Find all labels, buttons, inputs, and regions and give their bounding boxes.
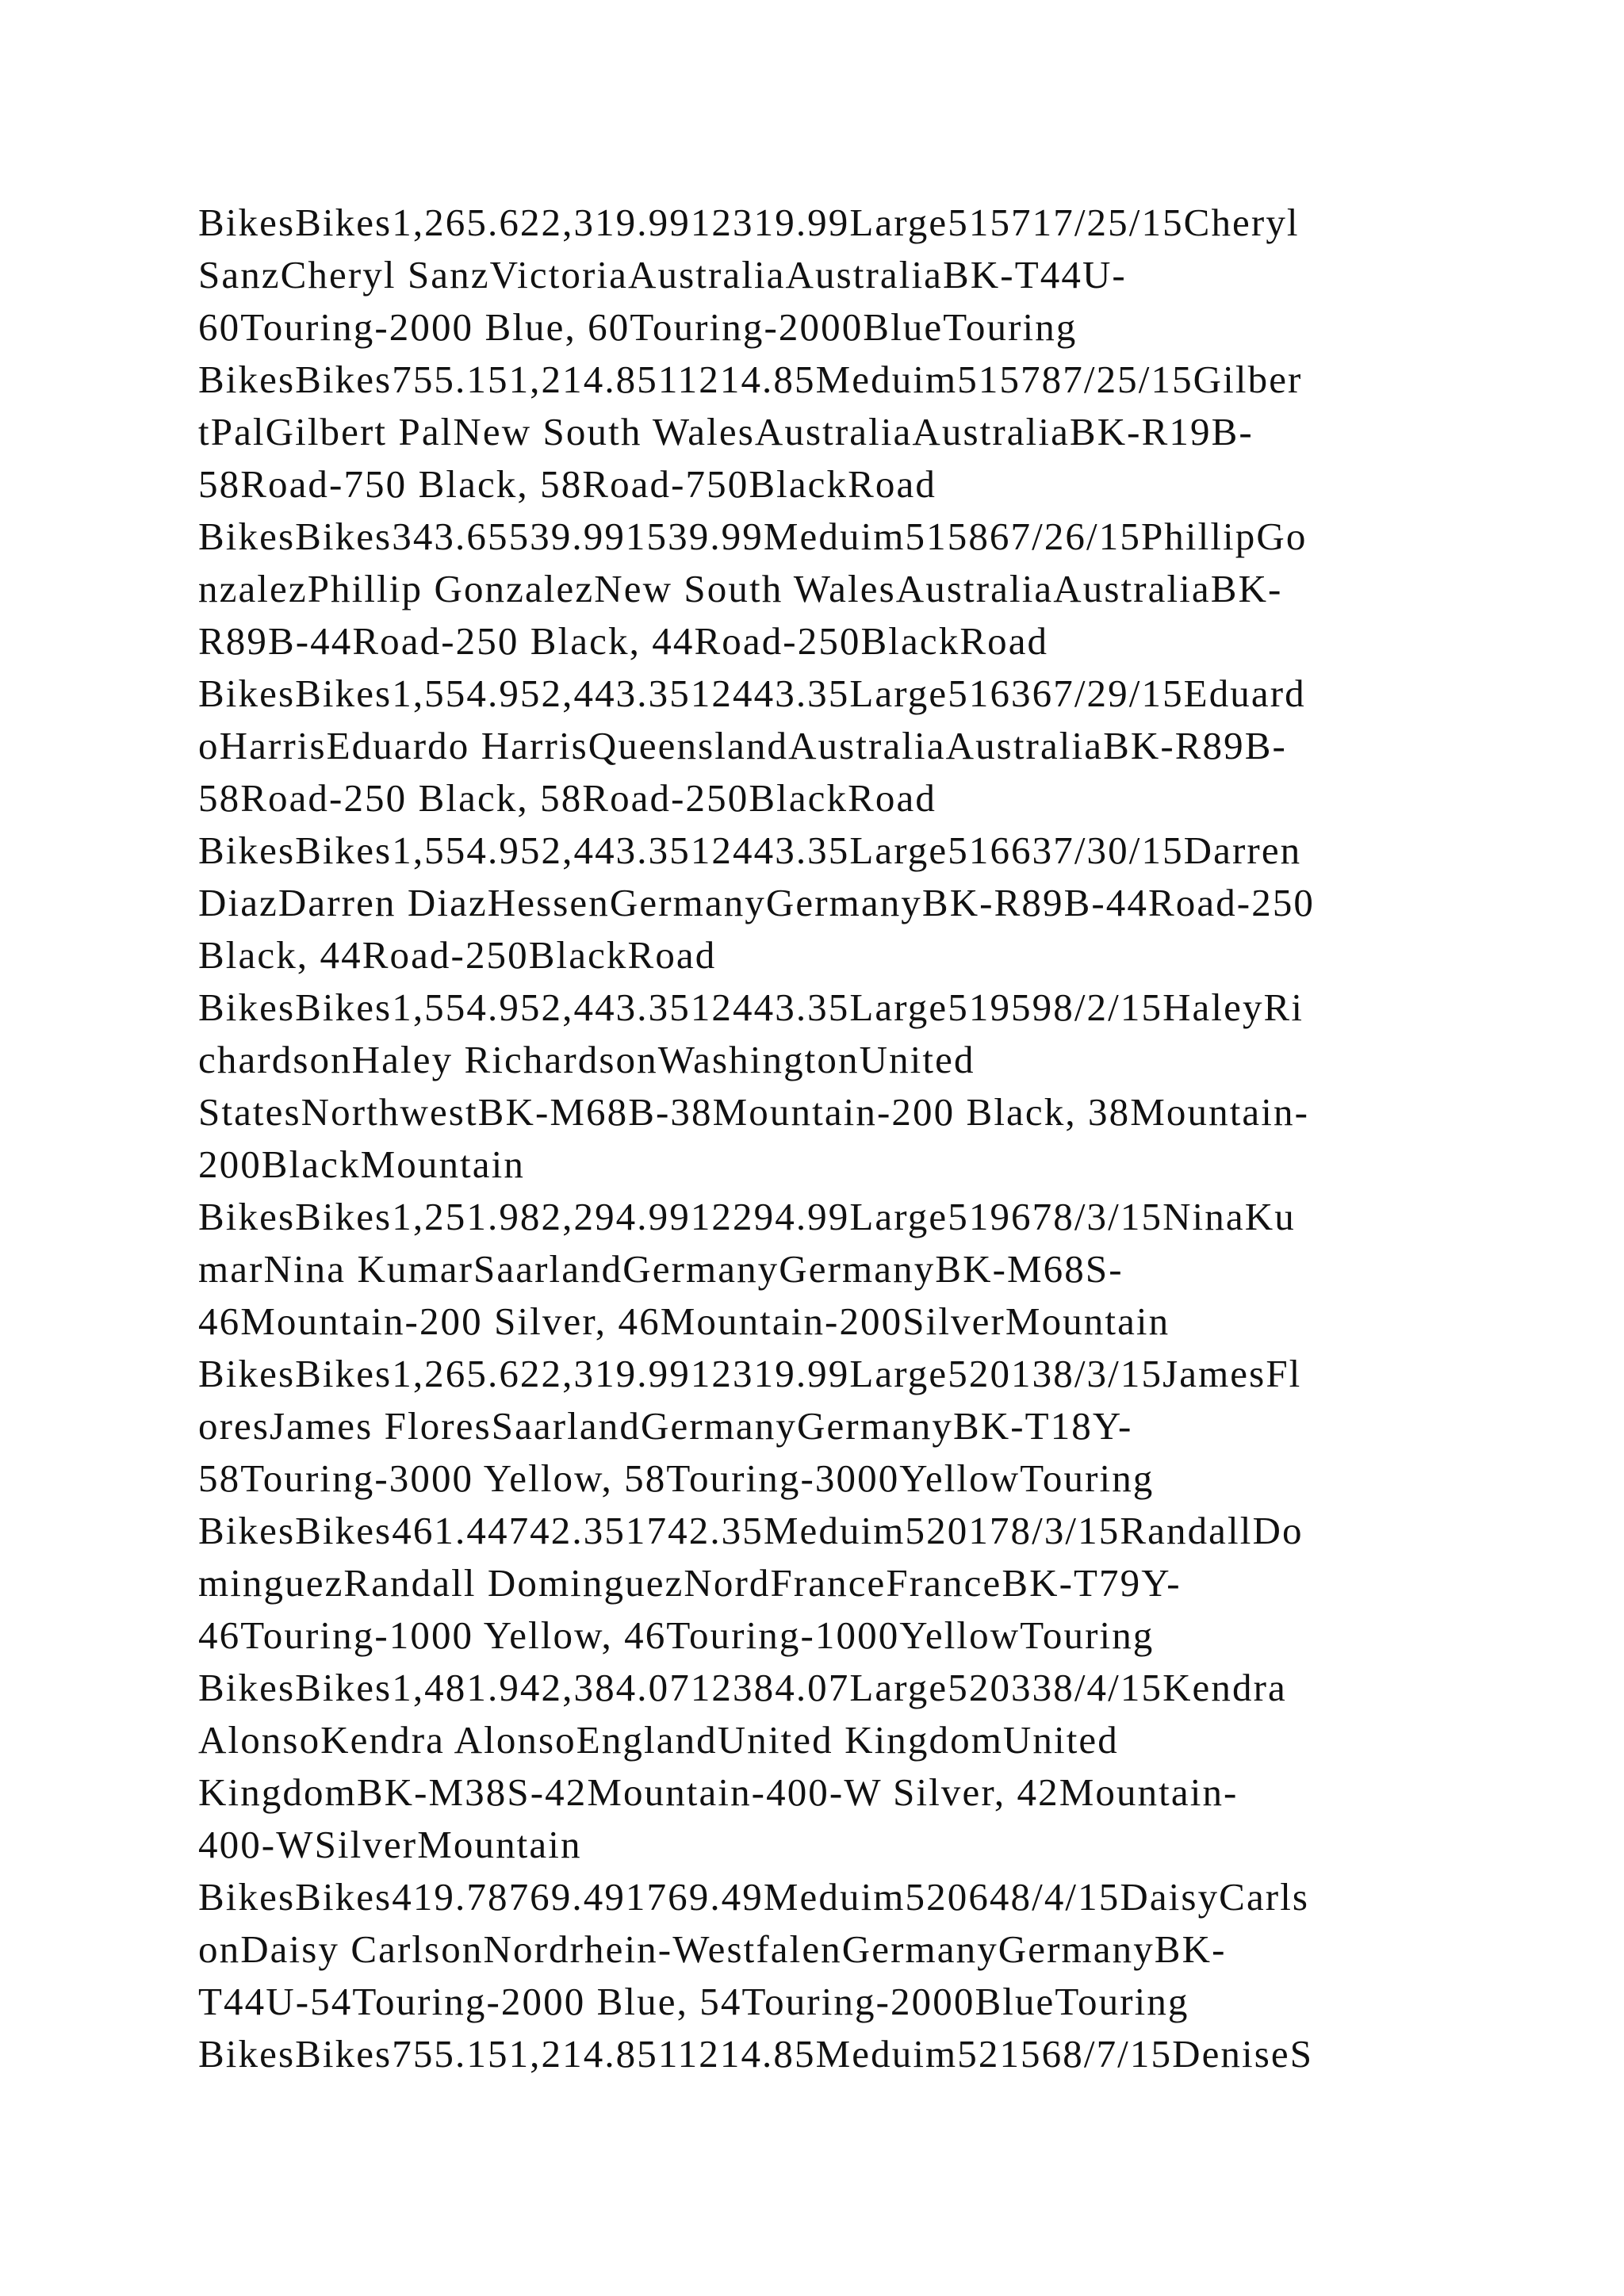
text-line: BikesBikes1,265.622,319.9912319.99Large520138/3/15JamesFl xyxy=(198,1352,1302,1395)
text-line: BikesBikes755.151,214.8511214.85Meduim521568/7/15DeniseS xyxy=(198,2032,1314,2076)
text-line: BikesBikes419.78769.491769.49Meduim520648/4/15DaisyCarls xyxy=(198,1875,1310,1919)
text-line: BikesBikes1,554.952,443.3512443.35Large516367/29/15Eduard xyxy=(198,672,1306,715)
text-line: BikesBikes1,265.622,319.9912319.99Large515717/25/15Cheryl xyxy=(198,201,1300,244)
text-line: StatesNorthwestBK-M68B-38Mountain-200 Black, 38Mountain- xyxy=(198,1090,1310,1134)
text-line: KingdomBK-M38S-42Mountain-400-W Silver, 42Mountain- xyxy=(198,1770,1239,1814)
text-line: R89B-44Road-250 Black, 44Road-250BlackRoad xyxy=(198,619,1049,663)
text-line: BikesBikes1,554.952,443.3512443.35Large516637/30/15Darren xyxy=(198,828,1302,872)
text-line: chardsonHaley RichardsonWashingtonUnited xyxy=(198,1038,975,1081)
body-text xyxy=(198,197,1467,2080)
text-line: marNina KumarSaarlandGermanyGermanyBK-M68S- xyxy=(198,1247,1124,1291)
text-line: BikesBikes1,481.942,384.0712384.07Large520338/4/15Kendra xyxy=(198,1666,1287,1709)
text-line: 58Road-250 Black, 58Road-250BlackRoad xyxy=(198,776,936,820)
text-line: 46Touring-1000 Yellow, 46Touring-1000YellowTouring xyxy=(198,1613,1155,1657)
text-line: BikesBikes461.44742.351742.35Meduim520178/3/15RandallDo xyxy=(198,1509,1304,1552)
text-line: 400-WSilverMountain xyxy=(198,1823,582,1866)
text-line: tPalGilbert PalNew South WalesAustraliaAustraliaBK-R19B- xyxy=(198,410,1254,453)
text-line: nzalezPhillip GonzalezNew South WalesAustraliaAustraliaBK- xyxy=(198,567,1283,610)
text-line: onDaisy CarlsonNordrhein-WestfalenGermanyGermanyBK- xyxy=(198,1927,1227,1971)
text-line: BikesBikes1,554.952,443.3512443.35Large519598/2/15HaleyRi xyxy=(198,985,1304,1029)
text-line: Black, 44Road-250BlackRoad xyxy=(198,933,717,977)
text-line: T44U-54Touring-2000 Blue, 54Touring-2000BlueTouring xyxy=(198,1980,1189,2023)
text-line: minguezRandall DominguezNordFranceFranceBK-T79Y- xyxy=(198,1561,1182,1605)
text-line: AlonsoKendra AlonsoEnglandUnited KingdomUnited xyxy=(198,1718,1119,1762)
text-line: oHarrisEduardo HarrisQueenslandAustraliaAustraliaBK-R89B- xyxy=(198,724,1287,767)
text-line: BikesBikes1,251.982,294.9912294.99Large519678/3/15NinaKu xyxy=(198,1195,1296,1238)
text-line: BikesBikes755.151,214.8511214.85Meduim515787/25/15Gilber xyxy=(198,358,1303,401)
text-line: DiazDarren DiazHessenGermanyGermanyBK-R89B-44Road-250 xyxy=(198,881,1316,924)
text-line: 60Touring-2000 Blue, 60Touring-2000BlueTouring xyxy=(198,305,1078,349)
text-line: 58Road-750 Black, 58Road-750BlackRoad xyxy=(198,462,936,506)
text-line: oresJames FloresSaarlandGermanyGermanyBK-T18Y- xyxy=(198,1404,1133,1448)
text-line: SanzCheryl SanzVictoriaAustraliaAustraliaBK-T44U- xyxy=(198,253,1127,297)
text-line: 58Touring-3000 Yellow, 58Touring-3000YellowTouring xyxy=(198,1456,1155,1500)
text-line: 200BlackMountain xyxy=(198,1142,525,1186)
text-line: 46Mountain-200 Silver, 46Mountain-200SilverMountain xyxy=(198,1299,1170,1343)
text-line: BikesBikes343.65539.991539.99Meduim515867/26/15PhillipGo xyxy=(198,515,1308,558)
